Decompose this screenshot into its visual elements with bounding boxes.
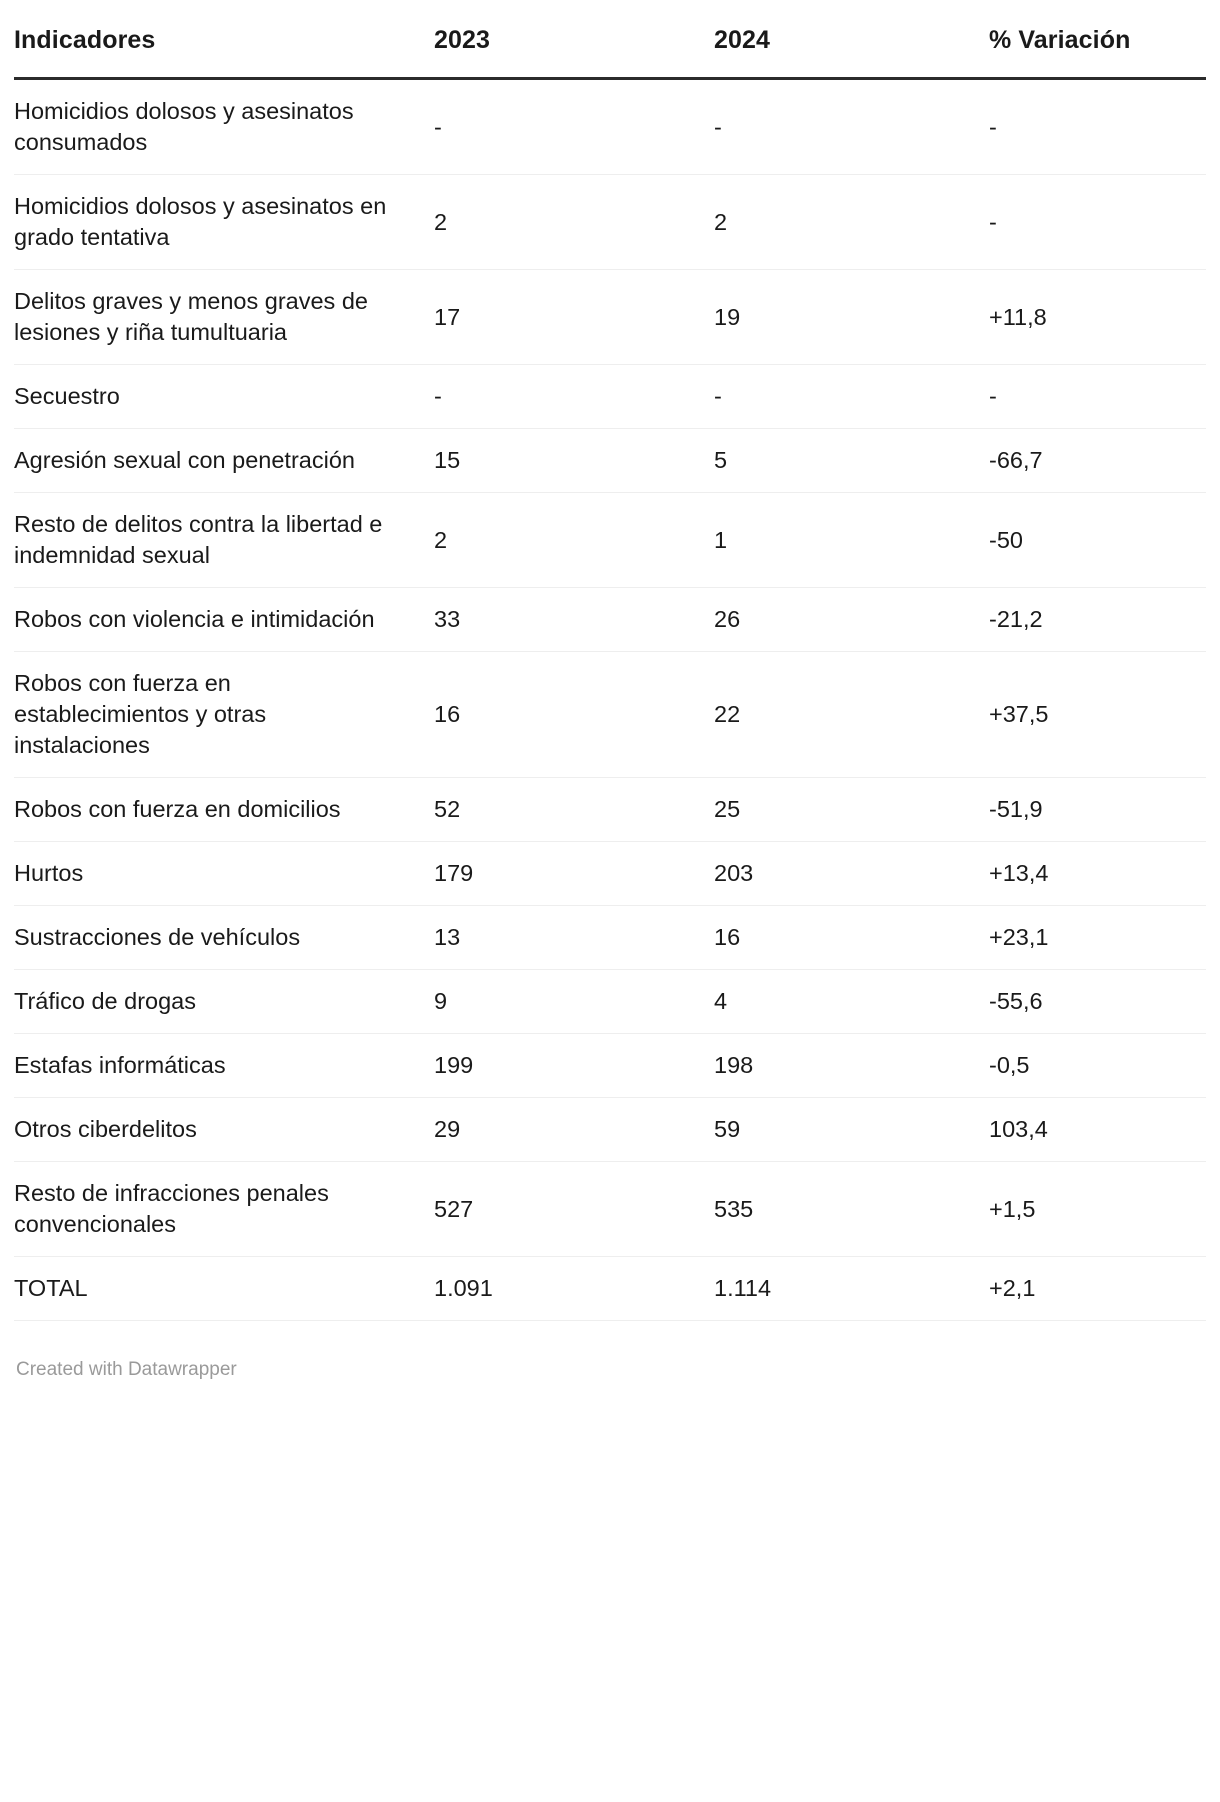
- table-row: [14, 79, 1206, 175]
- cell-indicador: TOTAL: [14, 1257, 434, 1321]
- cell-2024: 2: [714, 175, 989, 270]
- table-row: [14, 493, 1206, 588]
- cell-2023: 1.091: [434, 1257, 714, 1321]
- cell-indicador: Secuestro: [14, 365, 434, 429]
- cell-2023: 2: [434, 175, 714, 270]
- cell-variacion: -: [989, 79, 1206, 175]
- column-header-indicadores: Indicadores: [14, 26, 156, 54]
- table-row: [14, 175, 1206, 270]
- cell-variacion: +23,1: [989, 906, 1206, 970]
- table-row: [14, 1162, 1206, 1257]
- cell-indicador: Resto de infracciones penales convencionales: [14, 1162, 434, 1257]
- cell-variacion: -55,6: [989, 970, 1206, 1034]
- table-row: [14, 652, 1206, 778]
- cell-indicador: Sustracciones de vehículos: [14, 906, 434, 970]
- cell-2024: 19: [714, 270, 989, 365]
- cell-indicador: Hurtos: [14, 842, 434, 906]
- table-row: [14, 1098, 1206, 1162]
- cell-2024: -: [714, 79, 989, 175]
- cell-indicador: Robos con fuerza en domicilios: [14, 778, 434, 842]
- table-body: [14, 79, 1206, 1321]
- cell-indicador: Resto de delitos contra la libertad e indemnidad sexual: [14, 493, 434, 588]
- cell-variacion: +11,8: [989, 270, 1206, 365]
- cell-2023: 17: [434, 270, 714, 365]
- cell-variacion: -: [989, 175, 1206, 270]
- table-row-total: [14, 1257, 1206, 1321]
- cell-2023: -: [434, 365, 714, 429]
- cell-2023: 33: [434, 588, 714, 652]
- cell-2024: 5: [714, 429, 989, 493]
- cell-indicador: Agresión sexual con penetración: [14, 429, 434, 493]
- cell-indicador: Otros ciberdelitos: [14, 1098, 434, 1162]
- cell-2023: 2: [434, 493, 714, 588]
- cell-2023: 199: [434, 1034, 714, 1098]
- column-header-2023: 2023: [434, 26, 491, 54]
- cell-2024: 22: [714, 652, 989, 778]
- table-row: [14, 365, 1206, 429]
- cell-2023: 15: [434, 429, 714, 493]
- cell-indicador: Homicidios dolosos y asesinatos consumados: [14, 79, 434, 175]
- table-row: [14, 906, 1206, 970]
- cell-variacion: -: [989, 365, 1206, 429]
- cell-2024: 535: [714, 1162, 989, 1257]
- cell-variacion: -21,2: [989, 588, 1206, 652]
- table-row: [14, 842, 1206, 906]
- cell-2023: 179: [434, 842, 714, 906]
- cell-variacion: -0,5: [989, 1034, 1206, 1098]
- table-page: [0, 26, 1220, 1802]
- cell-2024: 203: [714, 842, 989, 906]
- cell-indicador: Robos con violencia e intimidación: [14, 588, 434, 652]
- table-row: [14, 1034, 1206, 1098]
- cell-2024: -: [714, 365, 989, 429]
- table-header: [14, 26, 1206, 79]
- cell-variacion: +2,1: [989, 1257, 1206, 1321]
- cell-2023: 29: [434, 1098, 714, 1162]
- column-header-variacion: % Variación: [989, 26, 1131, 54]
- cell-variacion: +13,4: [989, 842, 1206, 906]
- cell-variacion: +37,5: [989, 652, 1206, 778]
- cell-variacion: +1,5: [989, 1162, 1206, 1257]
- cell-variacion: -66,7: [989, 429, 1206, 493]
- cell-variacion: 103,4: [989, 1098, 1206, 1162]
- cell-variacion: -50: [989, 493, 1206, 588]
- table-row: [14, 588, 1206, 652]
- cell-indicador: Delitos graves y menos graves de lesiones y riña tumultuaria: [14, 270, 434, 365]
- table-row: [14, 970, 1206, 1034]
- table-row: [14, 270, 1206, 365]
- cell-2023: 13: [434, 906, 714, 970]
- cell-2023: 16: [434, 652, 714, 778]
- cell-indicador: Tráfico de drogas: [14, 970, 434, 1034]
- cell-2024: 4: [714, 970, 989, 1034]
- cell-2024: 1: [714, 493, 989, 588]
- table-row: [14, 778, 1206, 842]
- cell-indicador: Robos con fuerza en establecimientos y otras instalaciones: [14, 652, 434, 778]
- cell-2024: 198: [714, 1034, 989, 1098]
- cell-2023: 52: [434, 778, 714, 842]
- cell-2023: 527: [434, 1162, 714, 1257]
- cell-2024: 25: [714, 778, 989, 842]
- cell-indicador: Estafas informáticas: [14, 1034, 434, 1098]
- indicators-table: [14, 26, 1206, 1321]
- cell-2023: -: [434, 79, 714, 175]
- column-header-2024: 2024: [714, 26, 771, 54]
- datawrapper-credit: Created with Datawrapper: [16, 1359, 237, 1381]
- cell-indicador: Homicidios dolosos y asesinatos en grado tentativa: [14, 175, 434, 270]
- cell-2024: 26: [714, 588, 989, 652]
- table-row: [14, 429, 1206, 493]
- cell-2024: 1.114: [714, 1257, 989, 1321]
- cell-2024: 16: [714, 906, 989, 970]
- cell-2024: 59: [714, 1098, 989, 1162]
- cell-variacion: -51,9: [989, 778, 1206, 842]
- cell-2023: 9: [434, 970, 714, 1034]
- table-header-row: [14, 26, 1206, 79]
